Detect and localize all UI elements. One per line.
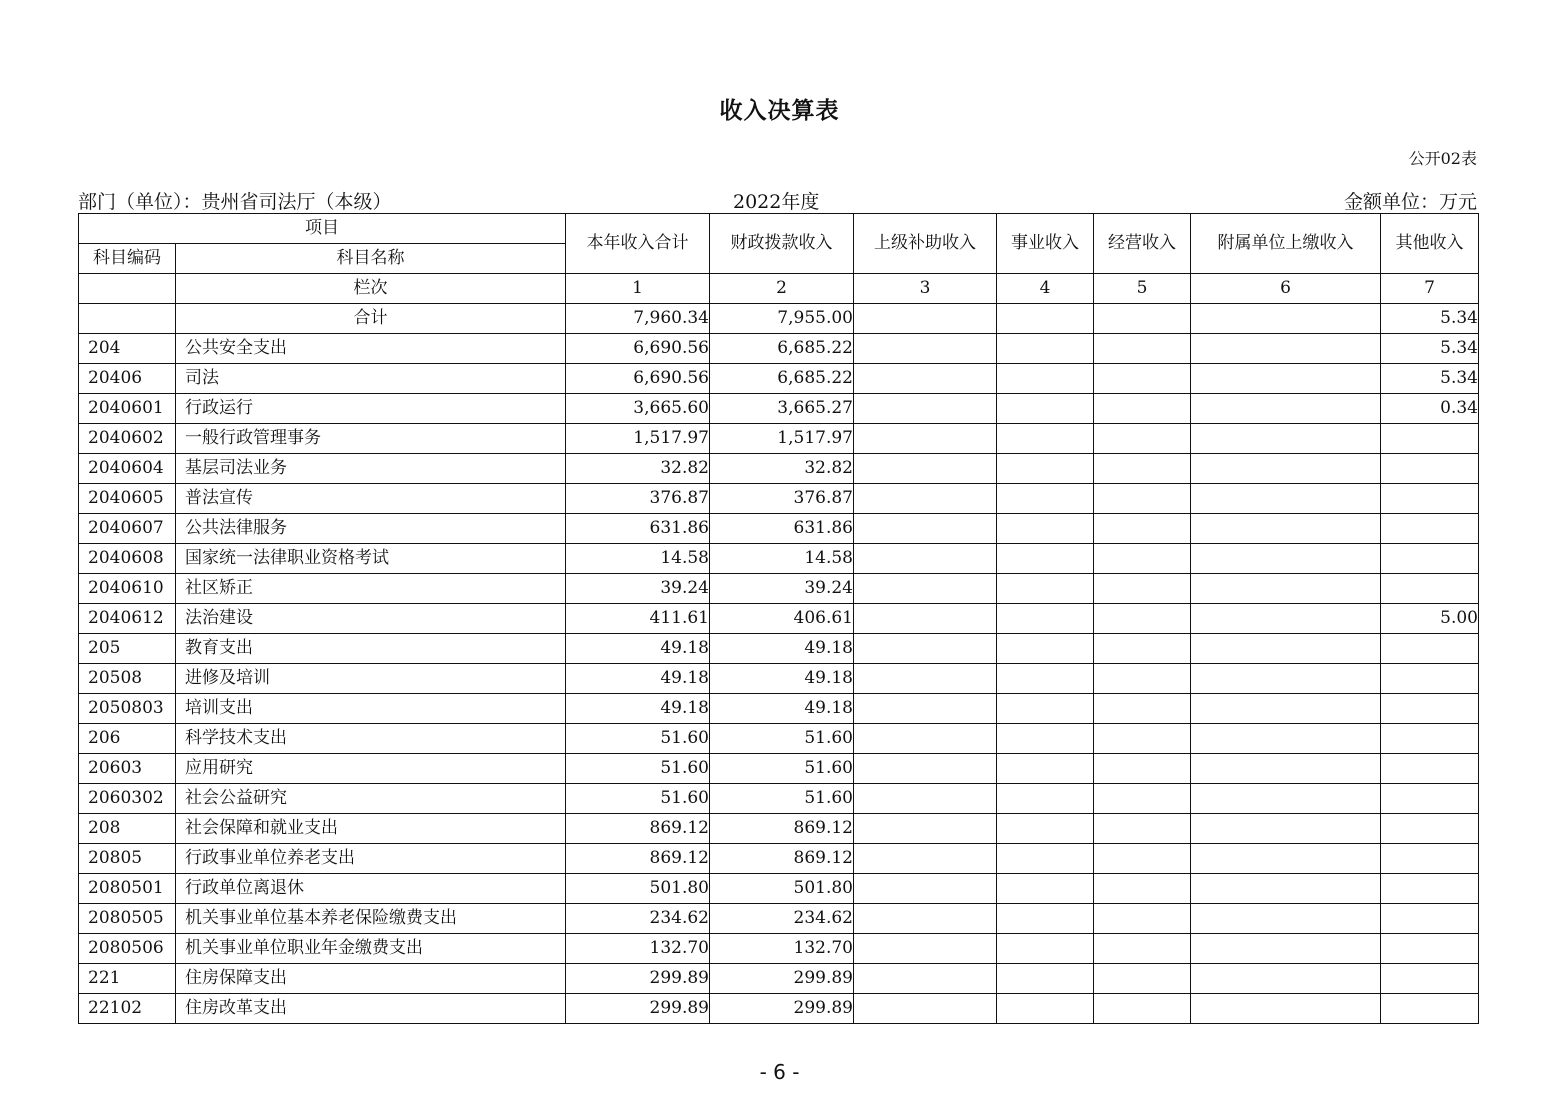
subject-code-cell: 2040608 bbox=[79, 544, 176, 574]
superior-subsidy-cell bbox=[854, 784, 997, 814]
fiscal-appropriation-cell: 51.60 bbox=[710, 784, 854, 814]
table-row bbox=[79, 574, 1479, 604]
operation-income-cell bbox=[1094, 454, 1191, 484]
affiliated-income-cell bbox=[1191, 694, 1381, 724]
fiscal-appropriation-cell: 631.86 bbox=[710, 514, 854, 544]
total-income-cell: 49.18 bbox=[566, 694, 710, 724]
header-other-income: 其他收入 bbox=[1381, 214, 1479, 274]
affiliated-income-cell bbox=[1191, 754, 1381, 784]
table-row bbox=[79, 964, 1479, 994]
business-income-cell bbox=[997, 814, 1094, 844]
other-income-cell bbox=[1381, 694, 1479, 724]
total-income-cell: 7,960.34 bbox=[566, 304, 710, 334]
subject-name-cell: 住房改革支出 bbox=[176, 994, 566, 1024]
other-income-cell: 5.34 bbox=[1381, 334, 1479, 364]
subject-code-cell: 20805 bbox=[79, 844, 176, 874]
business-income-cell bbox=[997, 364, 1094, 394]
subject-name-cell: 机关事业单位职业年金缴费支出 bbox=[176, 934, 566, 964]
superior-subsidy-cell bbox=[854, 334, 997, 364]
total-income-cell: 299.89 bbox=[566, 994, 710, 1024]
business-income-cell bbox=[997, 964, 1094, 994]
subject-code-cell: 221 bbox=[79, 964, 176, 994]
header-project: 项目 bbox=[79, 214, 566, 244]
subject-name-cell: 应用研究 bbox=[176, 754, 566, 784]
table-row bbox=[79, 694, 1479, 724]
business-income-cell bbox=[997, 514, 1094, 544]
fiscal-appropriation-cell: 299.89 bbox=[710, 964, 854, 994]
affiliated-income-cell bbox=[1191, 334, 1381, 364]
affiliated-income-cell bbox=[1191, 874, 1381, 904]
superior-subsidy-cell bbox=[854, 634, 997, 664]
subject-name-cell: 基层司法业务 bbox=[176, 454, 566, 484]
subject-name-cell: 机关事业单位基本养老保险缴费支出 bbox=[176, 904, 566, 934]
superior-subsidy-cell bbox=[854, 364, 997, 394]
operation-income-cell bbox=[1094, 544, 1191, 574]
superior-subsidy-cell bbox=[854, 424, 997, 454]
total-income-cell: 6,690.56 bbox=[566, 364, 710, 394]
operation-income-cell bbox=[1094, 844, 1191, 874]
superior-subsidy-cell bbox=[854, 814, 997, 844]
table-row bbox=[79, 424, 1479, 454]
business-income-cell bbox=[997, 634, 1094, 664]
total-income-cell: 51.60 bbox=[566, 724, 710, 754]
affiliated-income-cell bbox=[1191, 664, 1381, 694]
superior-subsidy-cell bbox=[854, 934, 997, 964]
header-superior-subsidy: 上级补助收入 bbox=[854, 214, 997, 274]
column-number: 5 bbox=[1094, 274, 1191, 304]
operation-income-cell bbox=[1094, 424, 1191, 454]
subject-code-cell bbox=[79, 304, 176, 334]
superior-subsidy-cell bbox=[854, 574, 997, 604]
table-row bbox=[79, 784, 1479, 814]
table-row bbox=[79, 874, 1479, 904]
subject-code-cell: 2040604 bbox=[79, 454, 176, 484]
affiliated-income-cell bbox=[1191, 934, 1381, 964]
header-total-income: 本年收入合计 bbox=[566, 214, 710, 274]
column-number: 7 bbox=[1381, 274, 1479, 304]
other-income-cell bbox=[1381, 904, 1479, 934]
subject-code-cell: 2080506 bbox=[79, 934, 176, 964]
table-row bbox=[79, 484, 1479, 514]
other-income-cell bbox=[1381, 514, 1479, 544]
table-row bbox=[79, 994, 1479, 1024]
subject-code-cell: 2060302 bbox=[79, 784, 176, 814]
report-meta bbox=[78, 187, 1477, 213]
fiscal-appropriation-cell: 501.80 bbox=[710, 874, 854, 904]
operation-income-cell bbox=[1094, 664, 1191, 694]
total-income-cell: 501.80 bbox=[566, 874, 710, 904]
subject-name-cell: 教育支出 bbox=[176, 634, 566, 664]
business-income-cell bbox=[997, 574, 1094, 604]
form-number: 公开02表 bbox=[1408, 149, 1477, 168]
business-income-cell bbox=[997, 754, 1094, 784]
subject-code-cell: 20508 bbox=[79, 664, 176, 694]
table-row bbox=[79, 844, 1479, 874]
business-income-cell bbox=[997, 994, 1094, 1024]
other-income-cell bbox=[1381, 454, 1479, 484]
business-income-cell bbox=[997, 454, 1094, 484]
superior-subsidy-cell bbox=[854, 724, 997, 754]
fiscal-appropriation-cell: 49.18 bbox=[710, 664, 854, 694]
superior-subsidy-cell bbox=[854, 544, 997, 574]
page-number: - 6 - bbox=[759, 1060, 800, 1084]
fiscal-year-label: 2022年度 bbox=[733, 191, 820, 213]
subject-code-cell: 205 bbox=[79, 634, 176, 664]
affiliated-income-cell bbox=[1191, 394, 1381, 424]
business-income-cell bbox=[997, 334, 1094, 364]
fiscal-appropriation-cell: 406.61 bbox=[710, 604, 854, 634]
subject-code-cell: 2050803 bbox=[79, 694, 176, 724]
other-income-cell bbox=[1381, 934, 1479, 964]
fiscal-appropriation-cell: 6,685.22 bbox=[710, 364, 854, 394]
other-income-cell bbox=[1381, 484, 1479, 514]
operation-income-cell bbox=[1094, 724, 1191, 754]
table-row bbox=[79, 904, 1479, 934]
department-label: 部门（单位）：贵州省司法厅（本级） bbox=[78, 191, 392, 213]
operation-income-cell bbox=[1094, 934, 1191, 964]
business-income-cell bbox=[997, 934, 1094, 964]
operation-income-cell bbox=[1094, 484, 1191, 514]
subject-code-cell: 2040602 bbox=[79, 424, 176, 454]
business-income-cell bbox=[997, 604, 1094, 634]
fiscal-appropriation-cell: 49.18 bbox=[710, 694, 854, 724]
total-income-cell: 869.12 bbox=[566, 844, 710, 874]
operation-income-cell bbox=[1094, 964, 1191, 994]
subject-name-cell: 行政运行 bbox=[176, 394, 566, 424]
subject-name-cell: 住房保障支出 bbox=[176, 964, 566, 994]
header-row-1 bbox=[79, 214, 1479, 244]
fiscal-appropriation-cell: 299.89 bbox=[710, 994, 854, 1024]
table-row bbox=[79, 364, 1479, 394]
total-income-cell: 411.61 bbox=[566, 604, 710, 634]
superior-subsidy-cell bbox=[854, 964, 997, 994]
subject-code-cell: 2040605 bbox=[79, 484, 176, 514]
subject-code-cell: 2040601 bbox=[79, 394, 176, 424]
total-income-cell: 869.12 bbox=[566, 814, 710, 844]
other-income-cell bbox=[1381, 784, 1479, 814]
table-row bbox=[79, 394, 1479, 424]
fiscal-appropriation-cell: 869.12 bbox=[710, 814, 854, 844]
business-income-cell bbox=[997, 424, 1094, 454]
subject-code-cell: 22102 bbox=[79, 994, 176, 1024]
total-income-cell: 631.86 bbox=[566, 514, 710, 544]
table-cell bbox=[79, 274, 176, 304]
affiliated-income-cell bbox=[1191, 814, 1381, 844]
column-order-label: 栏次 bbox=[176, 274, 566, 304]
other-income-cell: 5.34 bbox=[1381, 364, 1479, 394]
operation-income-cell bbox=[1094, 574, 1191, 604]
other-income-cell bbox=[1381, 874, 1479, 904]
other-income-cell: 0.34 bbox=[1381, 394, 1479, 424]
amount-unit-label: 金额单位：万元 bbox=[1343, 191, 1477, 213]
superior-subsidy-cell bbox=[854, 394, 997, 424]
fiscal-appropriation-cell: 1,517.97 bbox=[710, 424, 854, 454]
page-title: 收入决算表 bbox=[719, 98, 840, 124]
total-income-cell: 132.70 bbox=[566, 934, 710, 964]
subject-code-cell: 2080501 bbox=[79, 874, 176, 904]
business-income-cell bbox=[997, 394, 1094, 424]
affiliated-income-cell bbox=[1191, 574, 1381, 604]
total-income-cell: 6,690.56 bbox=[566, 334, 710, 364]
fiscal-appropriation-cell: 51.60 bbox=[710, 754, 854, 784]
other-income-cell bbox=[1381, 724, 1479, 754]
operation-income-cell bbox=[1094, 364, 1191, 394]
table-row bbox=[79, 454, 1479, 484]
affiliated-income-cell bbox=[1191, 844, 1381, 874]
affiliated-income-cell bbox=[1191, 424, 1381, 454]
subject-name-cell: 国家统一法律职业资格考试 bbox=[176, 544, 566, 574]
affiliated-income-cell bbox=[1191, 454, 1381, 484]
subject-name-cell: 法治建设 bbox=[176, 604, 566, 634]
operation-income-cell bbox=[1094, 334, 1191, 364]
subject-name-cell: 社区矫正 bbox=[176, 574, 566, 604]
operation-income-cell bbox=[1094, 604, 1191, 634]
subject-code-cell: 204 bbox=[79, 334, 176, 364]
column-number: 1 bbox=[566, 274, 710, 304]
header-operation-income: 经营收入 bbox=[1094, 214, 1191, 274]
superior-subsidy-cell bbox=[854, 604, 997, 634]
other-income-cell bbox=[1381, 754, 1479, 784]
affiliated-income-cell bbox=[1191, 904, 1381, 934]
total-income-cell: 234.62 bbox=[566, 904, 710, 934]
subject-code-cell: 208 bbox=[79, 814, 176, 844]
superior-subsidy-cell bbox=[854, 484, 997, 514]
fiscal-appropriation-cell: 234.62 bbox=[710, 904, 854, 934]
column-number-row bbox=[79, 274, 1479, 304]
operation-income-cell bbox=[1094, 754, 1191, 784]
operation-income-cell bbox=[1094, 994, 1191, 1024]
fiscal-appropriation-cell: 39.24 bbox=[710, 574, 854, 604]
other-income-cell bbox=[1381, 544, 1479, 574]
affiliated-income-cell bbox=[1191, 994, 1381, 1024]
other-income-cell bbox=[1381, 814, 1479, 844]
affiliated-income-cell bbox=[1191, 784, 1381, 814]
affiliated-income-cell bbox=[1191, 634, 1381, 664]
business-income-cell bbox=[997, 544, 1094, 574]
affiliated-income-cell bbox=[1191, 964, 1381, 994]
superior-subsidy-cell bbox=[854, 904, 997, 934]
total-income-cell: 1,517.97 bbox=[566, 424, 710, 454]
subject-name-cell: 行政单位离退休 bbox=[176, 874, 566, 904]
header-subject-name: 科目名称 bbox=[176, 244, 566, 274]
affiliated-income-cell bbox=[1191, 544, 1381, 574]
superior-subsidy-cell bbox=[854, 874, 997, 904]
business-income-cell bbox=[997, 844, 1094, 874]
total-income-cell: 376.87 bbox=[566, 484, 710, 514]
header-fiscal-appropriation: 财政拨款收入 bbox=[710, 214, 854, 274]
table-row bbox=[79, 604, 1479, 634]
total-income-cell: 49.18 bbox=[566, 634, 710, 664]
operation-income-cell bbox=[1094, 394, 1191, 424]
other-income-cell bbox=[1381, 844, 1479, 874]
other-income-cell: 5.34 bbox=[1381, 304, 1479, 334]
subject-name-cell: 行政事业单位养老支出 bbox=[176, 844, 566, 874]
superior-subsidy-cell bbox=[854, 664, 997, 694]
total-income-cell: 51.60 bbox=[566, 784, 710, 814]
subject-name-cell: 一般行政管理事务 bbox=[176, 424, 566, 454]
table-row bbox=[79, 514, 1479, 544]
operation-income-cell bbox=[1094, 814, 1191, 844]
header-subject-code: 科目编码 bbox=[79, 244, 176, 274]
other-income-cell bbox=[1381, 574, 1479, 604]
subject-code-cell: 20603 bbox=[79, 754, 176, 784]
subject-name-cell: 公共法律服务 bbox=[176, 514, 566, 544]
subject-name-cell: 普法宣传 bbox=[176, 484, 566, 514]
subject-code-cell: 2040612 bbox=[79, 604, 176, 634]
other-income-cell bbox=[1381, 964, 1479, 994]
total-income-cell: 39.24 bbox=[566, 574, 710, 604]
business-income-cell bbox=[997, 784, 1094, 814]
superior-subsidy-cell bbox=[854, 454, 997, 484]
subject-code-cell: 2040610 bbox=[79, 574, 176, 604]
business-income-cell bbox=[997, 904, 1094, 934]
other-income-cell bbox=[1381, 994, 1479, 1024]
fiscal-appropriation-cell: 32.82 bbox=[710, 454, 854, 484]
fiscal-appropriation-cell: 132.70 bbox=[710, 934, 854, 964]
subject-name-cell: 培训支出 bbox=[176, 694, 566, 724]
operation-income-cell bbox=[1094, 904, 1191, 934]
total-income-cell: 49.18 bbox=[566, 664, 710, 694]
operation-income-cell bbox=[1094, 514, 1191, 544]
table-row bbox=[79, 814, 1479, 844]
affiliated-income-cell bbox=[1191, 604, 1381, 634]
other-income-cell bbox=[1381, 634, 1479, 664]
total-income-cell: 3,665.60 bbox=[566, 394, 710, 424]
total-income-cell: 51.60 bbox=[566, 754, 710, 784]
subject-name-cell: 社会公益研究 bbox=[176, 784, 566, 814]
fiscal-appropriation-cell: 7,955.00 bbox=[710, 304, 854, 334]
fiscal-appropriation-cell: 51.60 bbox=[710, 724, 854, 754]
affiliated-income-cell bbox=[1191, 364, 1381, 394]
superior-subsidy-cell bbox=[854, 754, 997, 784]
business-income-cell bbox=[997, 304, 1094, 334]
table-row bbox=[79, 634, 1479, 664]
fiscal-appropriation-cell: 49.18 bbox=[710, 634, 854, 664]
affiliated-income-cell bbox=[1191, 514, 1381, 544]
column-number: 2 bbox=[710, 274, 854, 304]
table-row bbox=[79, 754, 1479, 784]
column-number: 3 bbox=[854, 274, 997, 304]
table-row bbox=[79, 724, 1479, 754]
total-row bbox=[79, 304, 1479, 334]
income-final-accounts-table bbox=[78, 213, 1479, 1024]
table-row bbox=[79, 934, 1479, 964]
table-row bbox=[79, 334, 1479, 364]
subject-code-cell: 2080505 bbox=[79, 904, 176, 934]
subject-name-cell: 司法 bbox=[176, 364, 566, 394]
fiscal-appropriation-cell: 14.58 bbox=[710, 544, 854, 574]
business-income-cell bbox=[997, 724, 1094, 754]
subject-code-cell: 2040607 bbox=[79, 514, 176, 544]
operation-income-cell bbox=[1094, 874, 1191, 904]
fiscal-appropriation-cell: 3,665.27 bbox=[710, 394, 854, 424]
header-affiliated-income: 附属单位上缴收入 bbox=[1191, 214, 1381, 274]
operation-income-cell bbox=[1094, 304, 1191, 334]
affiliated-income-cell bbox=[1191, 484, 1381, 514]
superior-subsidy-cell bbox=[854, 304, 997, 334]
total-income-cell: 299.89 bbox=[566, 964, 710, 994]
column-number: 4 bbox=[997, 274, 1094, 304]
superior-subsidy-cell bbox=[854, 844, 997, 874]
other-income-cell bbox=[1381, 424, 1479, 454]
subject-code-cell: 206 bbox=[79, 724, 176, 754]
operation-income-cell bbox=[1094, 694, 1191, 724]
business-income-cell bbox=[997, 694, 1094, 724]
superior-subsidy-cell bbox=[854, 694, 997, 724]
operation-income-cell bbox=[1094, 784, 1191, 814]
table-row bbox=[79, 664, 1479, 694]
subject-name-cell: 合计 bbox=[176, 304, 566, 334]
business-income-cell bbox=[997, 484, 1094, 514]
other-income-cell: 5.00 bbox=[1381, 604, 1479, 634]
superior-subsidy-cell bbox=[854, 514, 997, 544]
table-row bbox=[79, 544, 1479, 574]
subject-name-cell: 进修及培训 bbox=[176, 664, 566, 694]
fiscal-appropriation-cell: 376.87 bbox=[710, 484, 854, 514]
affiliated-income-cell bbox=[1191, 724, 1381, 754]
header-business-income: 事业收入 bbox=[997, 214, 1094, 274]
subject-code-cell: 20406 bbox=[79, 364, 176, 394]
operation-income-cell bbox=[1094, 634, 1191, 664]
business-income-cell bbox=[997, 874, 1094, 904]
subject-name-cell: 公共安全支出 bbox=[176, 334, 566, 364]
business-income-cell bbox=[997, 664, 1094, 694]
fiscal-appropriation-cell: 6,685.22 bbox=[710, 334, 854, 364]
fiscal-appropriation-cell: 869.12 bbox=[710, 844, 854, 874]
subject-name-cell: 社会保障和就业支出 bbox=[176, 814, 566, 844]
subject-name-cell: 科学技术支出 bbox=[176, 724, 566, 754]
other-income-cell bbox=[1381, 664, 1479, 694]
superior-subsidy-cell bbox=[854, 994, 997, 1024]
total-income-cell: 14.58 bbox=[566, 544, 710, 574]
column-number: 6 bbox=[1191, 274, 1381, 304]
affiliated-income-cell bbox=[1191, 304, 1381, 334]
total-income-cell: 32.82 bbox=[566, 454, 710, 484]
